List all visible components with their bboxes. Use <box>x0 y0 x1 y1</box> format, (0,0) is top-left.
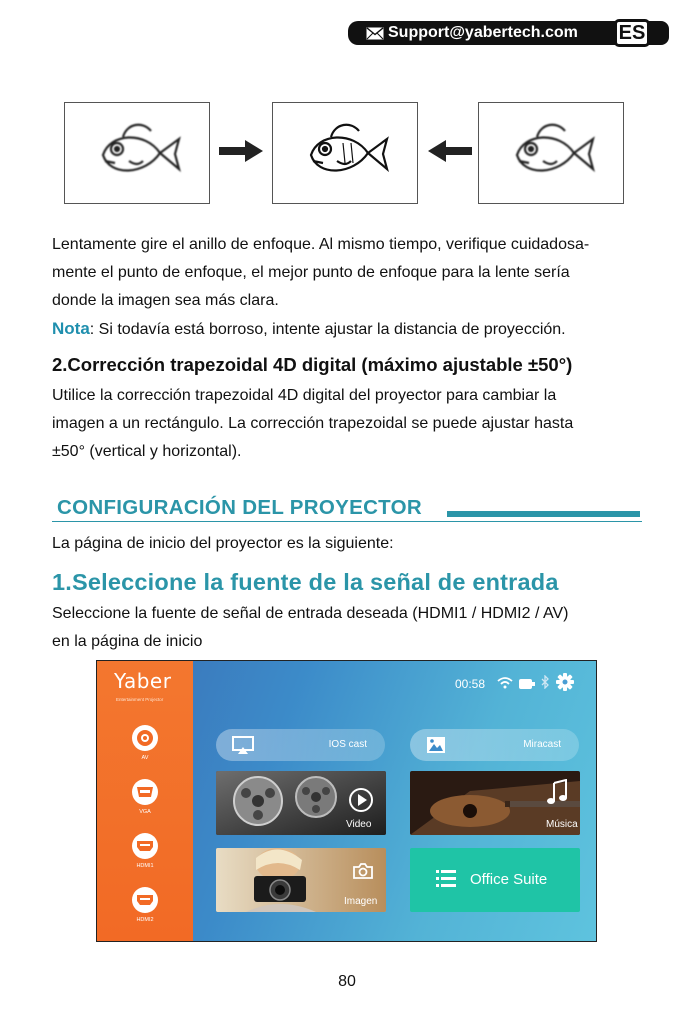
video-label: Video <box>346 819 372 830</box>
fish-icon <box>517 125 593 171</box>
hdmi-icon <box>132 833 158 859</box>
section-title: CONFIGURACIÓN DEL PROYECTOR <box>57 496 422 519</box>
support-email-banner <box>348 21 612 45</box>
source-hdmi2-label: HDMI2 <box>136 917 154 923</box>
language-badge: ES <box>614 19 650 47</box>
source-sidebar <box>97 661 193 941</box>
source-vga-label: VGA <box>139 809 151 815</box>
page-number: 80 <box>338 973 356 990</box>
clock: 00:58 <box>455 677 486 691</box>
support-email-text: Support@yabertech.com <box>388 24 578 41</box>
music-tile[interactable] <box>410 771 580 835</box>
step-line-2: en la página de inicio <box>52 633 203 650</box>
section-rule-thick <box>447 511 640 517</box>
source-hdmi2[interactable] <box>130 887 160 923</box>
brand-logo: Yaber <box>114 669 172 693</box>
fish-icon <box>103 125 179 171</box>
focus-line-3: donde la imagen sea más clara. <box>52 292 279 309</box>
hdmi-icon <box>132 887 158 913</box>
source-av-label: AV <box>141 755 149 761</box>
vga-icon <box>132 779 158 805</box>
av-icon <box>132 725 158 751</box>
list-icon <box>436 868 456 895</box>
ios-cast-button[interactable] <box>216 729 385 761</box>
ios-cast-label: IOS cast <box>328 739 367 750</box>
arrow-left-icon <box>428 140 472 167</box>
status-bar <box>497 673 574 696</box>
source-hdmi1[interactable] <box>130 833 160 869</box>
miracast-icon <box>426 736 446 757</box>
play-icon <box>348 787 374 818</box>
note-text: : Si todavía está borroso, intente ajustar la distancia de proyección. <box>89 321 566 338</box>
step-heading: 1.Seleccione la fuente de la señal de entrada <box>52 569 559 595</box>
section-rule-thin <box>52 521 642 522</box>
bluetooth-icon <box>541 675 550 694</box>
keystone-line-3: ±50° (vertical y horizontal). <box>52 443 242 460</box>
sharp-fish-center <box>272 102 418 204</box>
video-tile[interactable] <box>216 771 386 835</box>
fish-icon <box>311 125 387 171</box>
images-tile[interactable] <box>216 848 386 912</box>
focus-line-1: Lentamente gire el anillo de enfoque. Al mismo tiempo, verifique cuidadosa- <box>52 236 590 253</box>
source-hdmi1-label: HDMI1 <box>136 863 154 869</box>
blurry-fish-right <box>478 102 624 204</box>
focus-note <box>52 315 642 344</box>
miracast-label: Miracast <box>523 739 561 750</box>
wifi-icon <box>497 676 513 694</box>
music-note-icon <box>546 779 570 812</box>
images-label: Imagen <box>344 896 378 907</box>
keystone-heading: 2.Corrección trapezoidal 4D digital (máximo ajustable ±50°) <box>52 354 573 375</box>
source-vga[interactable] <box>130 779 160 815</box>
camera-icon <box>352 862 374 885</box>
projector-home-screen <box>96 660 597 942</box>
miracast-button[interactable] <box>410 729 579 761</box>
music-label: Música <box>546 819 578 830</box>
storage-icon <box>519 676 535 694</box>
keystone-line-1: Utilice la corrección trapezoidal 4D digital del proyector para cambiar la <box>52 387 557 404</box>
note-label: Nota <box>52 319 90 338</box>
office-suite-tile[interactable] <box>410 848 580 912</box>
gear-icon[interactable] <box>556 673 574 696</box>
keystone-paragraph <box>52 382 642 466</box>
keystone-line-2: imagen a un rectángulo. La corrección trapezoidal se puede ajustar hasta <box>52 415 574 432</box>
blurry-fish-left <box>64 102 210 204</box>
step-line-1: Seleccione la fuente de señal de entrada deseada (HDMI1 / HDMI2 / AV) <box>52 605 569 622</box>
config-intro: La página de inicio del proyector es la siguiente: <box>52 535 394 552</box>
brand-tagline: Entertainment Projector <box>116 697 164 702</box>
airplay-icon <box>232 736 254 757</box>
envelope-icon <box>366 27 384 40</box>
focus-line-2: mente el punto de enfoque, el mejor punto de enfoque para la lente sería <box>52 264 570 281</box>
focus-instructions <box>52 231 642 344</box>
arrow-right-icon <box>219 140 263 167</box>
office-suite-label: Office Suite <box>470 871 548 888</box>
source-av[interactable] <box>130 725 160 761</box>
step-paragraph <box>52 600 642 656</box>
